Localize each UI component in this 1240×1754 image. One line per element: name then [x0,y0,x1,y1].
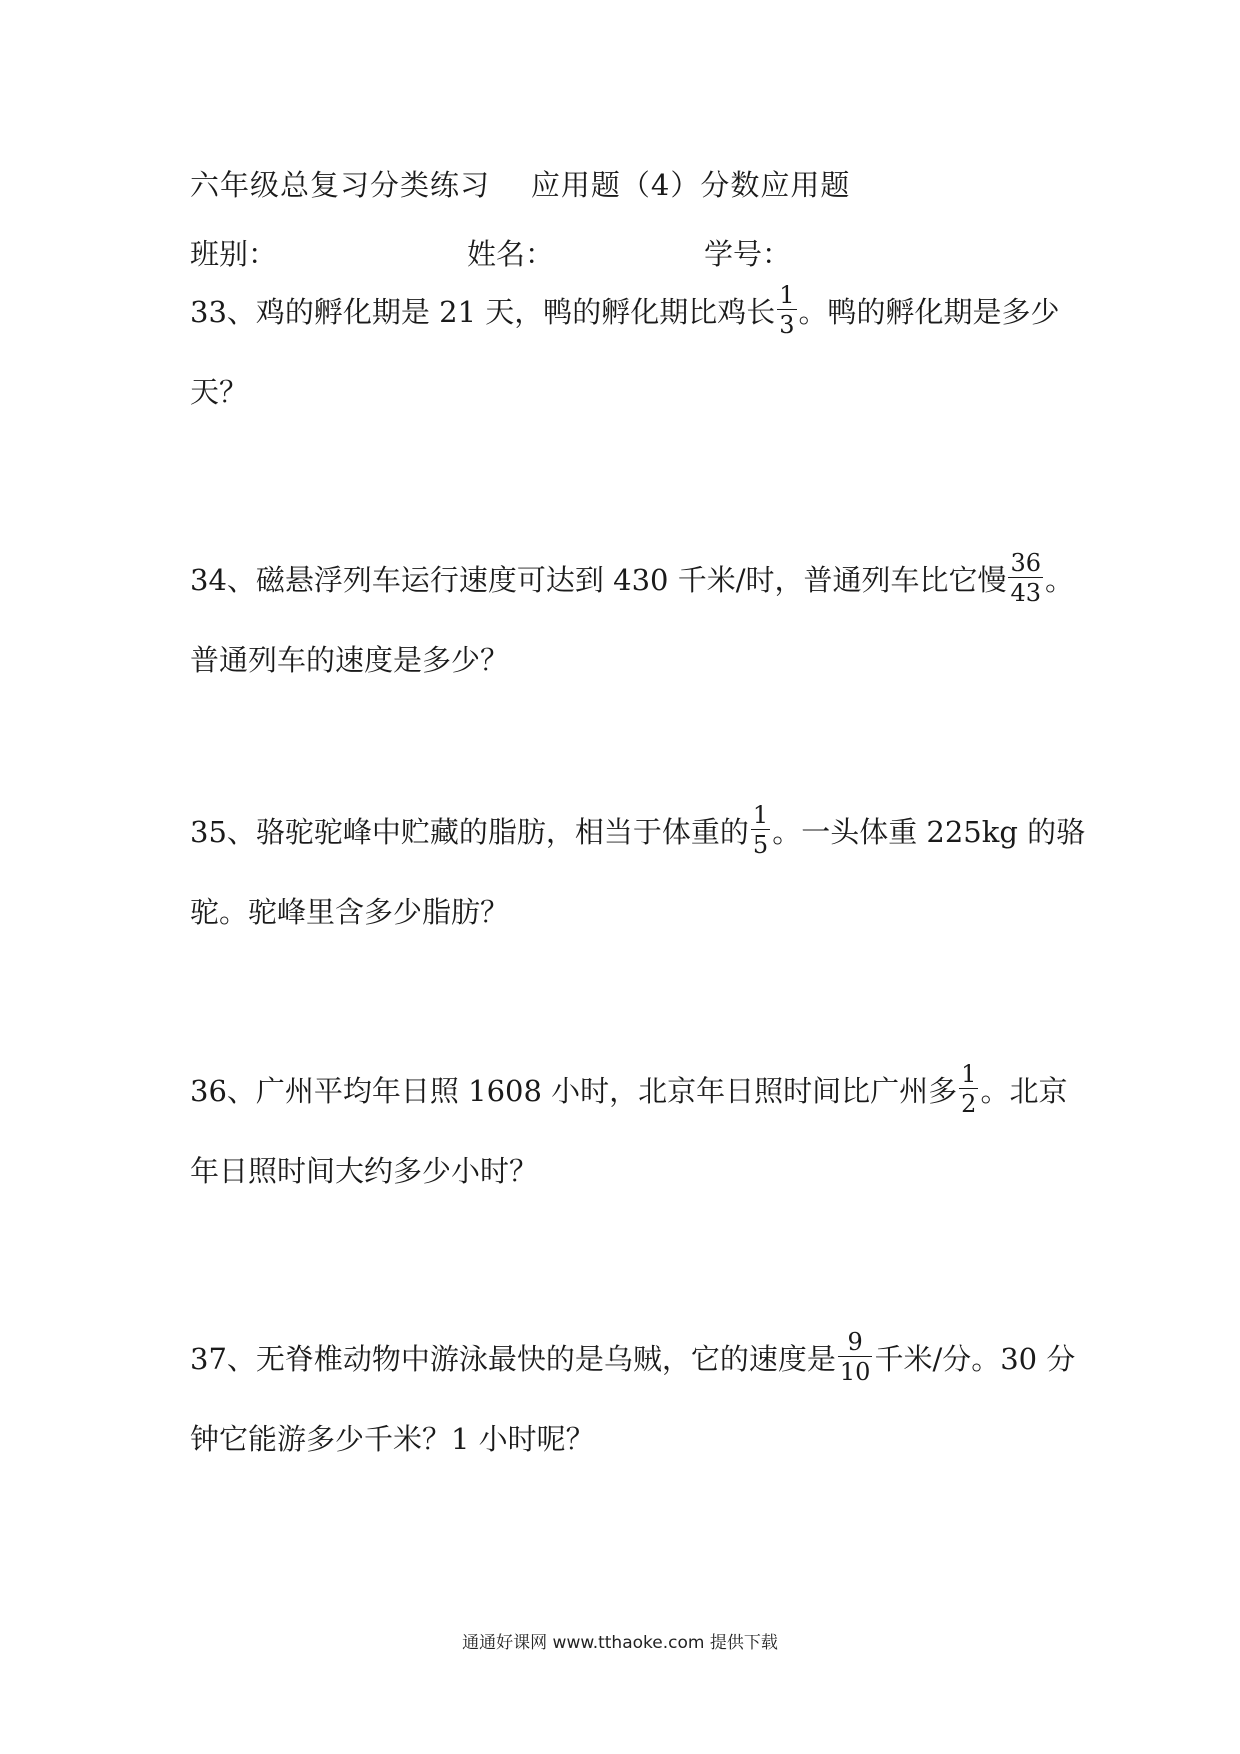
question-line-1 [190,792,1086,872]
question-text: 33、鸡的孵化期是 21 天，鸭的孵化期比鸡长 [190,295,776,329]
fraction-numerator: 9 [838,1330,873,1357]
question-line-2: 驼。驼峰里含多少脂肪？ [190,895,510,929]
question-text: 。一头体重 225kg 的骆 [772,815,1086,849]
question-line-2: 天？ [190,375,249,409]
question-text: 千米/分。30 分 [874,1342,1076,1376]
fraction [751,803,770,857]
class-label: 班别： [190,237,278,271]
number-label: 学号： [704,237,792,271]
question-36 [190,1051,1068,1211]
question-35 [190,792,1086,952]
fraction-denominator: 10 [839,1358,871,1386]
question-text: 。鸭的孵化期是多少 [798,295,1060,329]
fraction [1008,551,1043,605]
question-text: 35、骆驼驼峰中贮藏的脂肪，相当于体重的 [190,815,749,849]
fraction-numerator: 1 [961,1060,977,1088]
question-text: 34、磁悬浮列车运行速度可达到 430 千米/时，普通列车比它慢 [190,563,1007,597]
question-line-2: 钟它能游多少千米？1 小时呢？ [190,1422,595,1456]
fraction-denominator: 43 [1010,579,1042,607]
question-line-2: 年日照时间大约多少小时？ [190,1154,539,1188]
fraction [777,283,796,337]
question-line-1 [190,272,1060,352]
question-33 [190,272,1060,432]
fraction [838,1330,873,1384]
fraction-numerator: 1 [752,801,769,829]
fraction-denominator: 3 [779,311,795,339]
question-37 [190,1319,1076,1479]
footer-watermark: 通通好课网 www.tthaoke.com 提供下载 [462,1633,778,1653]
question-line-2: 普通列车的速度是多少？ [190,643,510,677]
question-34 [190,540,1075,700]
fraction [959,1062,978,1116]
worksheet-title: 六年级总复习分类练习 应用题（4）分数应用题 [190,168,851,202]
name-label: 姓名： [467,237,555,271]
question-line-1 [190,1319,1076,1399]
question-text: 37、无脊椎动物中游泳最快的是乌贼，它的速度是 [190,1342,836,1376]
fraction-denominator: 2 [961,1090,977,1118]
question-text: 36、广州平均年日照 1608 小时，北京年日照时间比广州多 [190,1074,958,1108]
question-text: 。北京 [980,1074,1068,1108]
fraction-denominator: 5 [752,831,769,859]
fraction-numerator: 36 [1010,549,1042,577]
question-text: 。 [1045,563,1075,597]
question-line-1 [190,1051,1068,1131]
question-line-1 [190,540,1075,620]
fraction-numerator: 1 [779,281,795,309]
